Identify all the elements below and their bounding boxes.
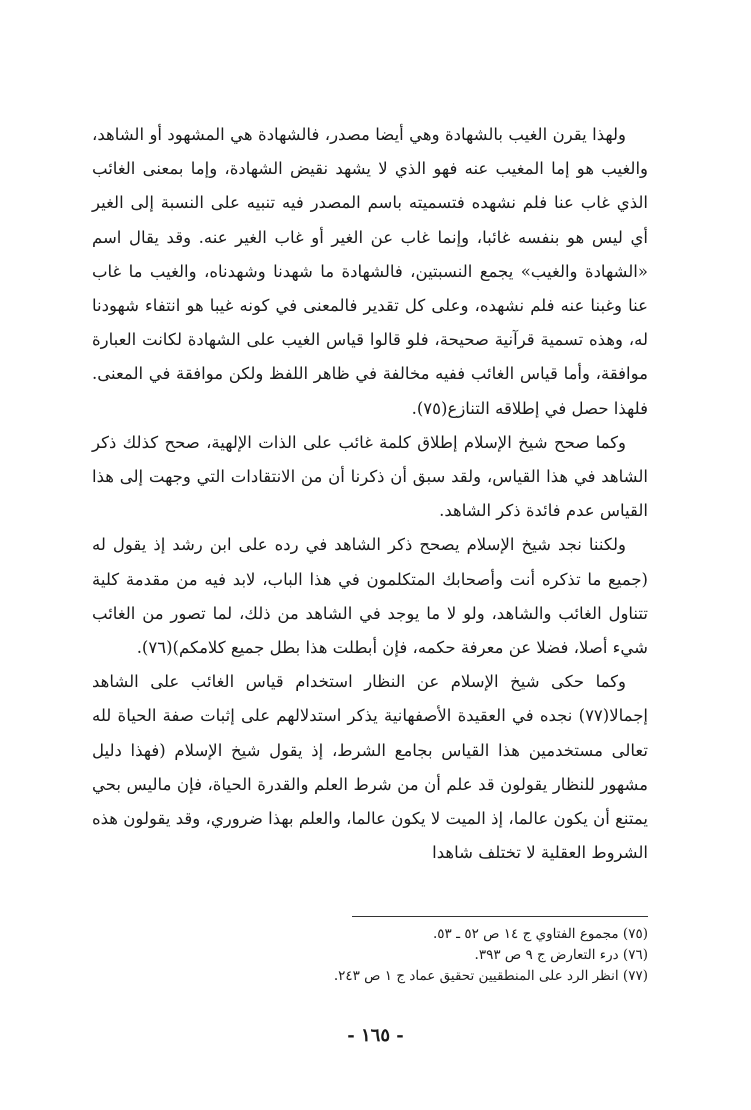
footnote-76: (٧٦) درء التعارض ج ٩ ص ٣٩٣. bbox=[474, 947, 648, 963]
paragraph-4: وكما حكى شيخ الإسلام عن النظار استخدام قياس الغائب على الشاهد إجمالا(٧٧) نجده في العقيدة الأصفهانية يذكر استدلالهم على إثبات صفة الحياة لله تعالى مستخدمين هذا القياس بجامع الشرط، إذ يقول شيخ الإسلام (فهذا دليل مشهور للنظار يقولون قد علم أن من شرط العلم والقدرة الحياة، فإن ماليس بحي يمتنع أن يكون عالما، إذ الميت لا يكون عالما، والعلم بهذا ضروري، وقد يقولون هذه الشروط العقلية لا تختلف شاهدا bbox=[92, 672, 648, 863]
footnote-75: (٧٥) مجموع الفتاوي ج ١٤ ص ٥٢ ـ ٥٣. bbox=[433, 926, 648, 942]
footnote-77: (٧٧) انظر الرد على المنطقيين تحقيق عماد ج ١ ص ٢٤٣. bbox=[333, 968, 648, 984]
main-text bbox=[92, 118, 648, 870]
page-number: - ١٦٥ - bbox=[347, 1025, 404, 1046]
footnotes bbox=[92, 924, 648, 987]
paragraph-1: ولهذا يقرن الغيب بالشهادة وهي أيضا مصدر، فالشهادة هي المشهود أو الشاهد، والغيب هو إما المغيب عنه فهو الذي لا يشهد نقيض الشهادة، وإما بمعنى الغائب الذي غاب عنا فلم نشهده فتسميته باسم المصدر فيه تنبيه على النسبة إلى الغير أي ليس هو بنفسه غائبا، وإنما غاب عن الغير أو غاب الغير عنه. وقد يقال اسم «الشهادة والغيب» يجمع النسبتين، فالشهادة ما شهدنا وشهدناه، والغيب ما غاب عنا وغبنا عنه فلم نشهده، وعلى كل تقدير فالمعنى في كونه غيبا هو انتفاء شهودنا له، وهذه تسمية قرآنية صحيحة، فلو قالوا قياس الغيب على الشهادة لكانت العبارة موافقة، وأما قياس الغائب ففيه مخالفة في ظاهر اللفظ ولكن موافقة في المعنى. فلهذا حصل في إطلاقه التنازع(٧٥). bbox=[92, 125, 648, 418]
footnote-separator bbox=[352, 916, 648, 917]
paragraph-2: وكما صحح شيخ الإسلام إطلاق كلمة غائب على الذات الإلهية، صحح كذلك ذكر الشاهد في هذا القياس، ولقد سبق أن ذكرنا أن من الانتقادات التي وجهت إلى هذا القياس عدم فائدة ذكر الشاهد. bbox=[92, 432, 648, 521]
paragraph-3: ولكننا نجد شيخ الإسلام يصحح ذكر الشاهد في رده على ابن رشد إذ يقول له (جميع ما تذكره أنت وأصحابك المتكلمون في هذا الباب، لابد فيه من مقدمة كلية تتناول الغائب والشاهد، ولو لا ما يوجد في الشاهد من ذلك، لما تصور من الغائب شيء أصلا، فضلا عن معرفة حكمه، فإن أبطلت هذا بطل جميع كلامكم)(٧٦). bbox=[92, 535, 648, 658]
